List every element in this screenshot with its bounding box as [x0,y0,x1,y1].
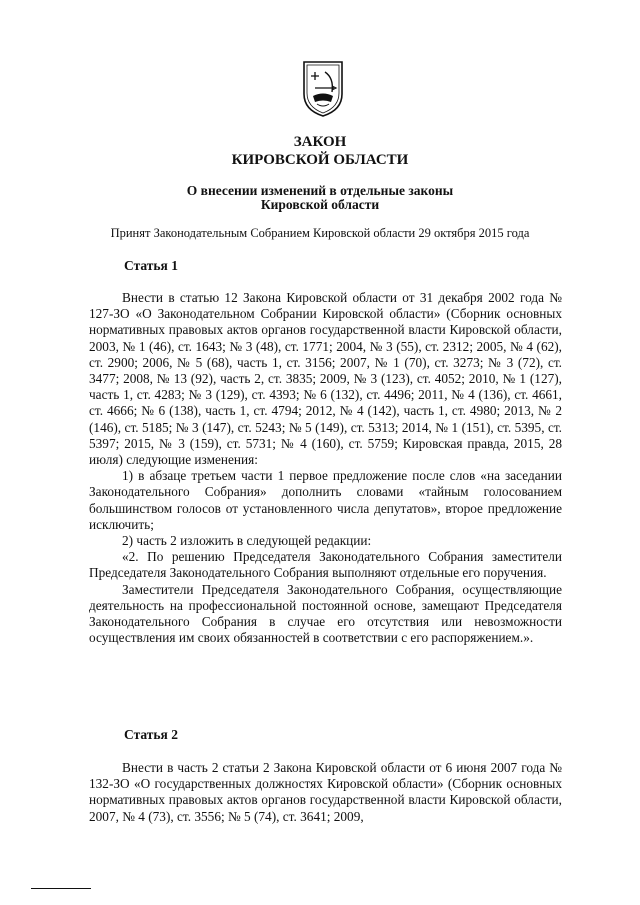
article-1-quote-2: Заместители Председателя Законодательного Собрания, осуществляющие деятельность на профессиональной постоянной основе, замещают Председателя Законодательного Собрания в случае его отсутствия или невозможности осуществления им своих обязанностей в соответствии с его распоряжением.». [89,581,562,646]
subtitle-line-1: О внесении изменений в отдельные законы [186,183,454,198]
article-1-intro: Внести в статью 12 Закона Кировской области от 31 декабря 2002 года № 127-ЗО «О Законодательном Собрании Кировской области» (Сборник основных нормативных правовых актов органов государственной власти Кировской области, 2003, № 1 (46), ст. 1643; № 3 (48), ст. 1771; 2004, № 3 (55), ст. 2312; 2005, № 4 (62), ст. 2900; 2006, № 5 (68), часть 1, ст. 3156; 2007, № 1 (70), ст. 3273; № 3 (72), ст. 3477; 2008, № 13 (92), часть 2, ст. 3835; 2009, № 3 (123), ст. 4052; 2010, № 1 (127), часть 1, ст. 4283; № 3 (129), ст. 4393; № 6 (132), ст. 4496; 2011, № 4 (136), ст. 4661, ст. 4666; № 6 (138), часть 1, ст. 4794; 2012, № 4 (142), часть 1, ст. 4980; 2013, № 2 (146), ст. 5185; № 3 (147), ст. 5243; № 5 (149), ст. 5313; 2014, № 1 (151), ст. 5395, ст. 5397; 2015, № 3 (159), ст. 5731; № 4 (160), ст. 5759; Кировская правда, 2015, 28 июля) следующие изменения: [89,290,562,468]
article-1-heading: Статья 1 [124,258,178,273]
region-title: КИРОВСКОЙ ОБЛАСТИ [231,152,409,168]
article-1-quote-1: «2. По решению Председателя Законодательного Собрания заместители Председателя Законодательного Собрания выполняют отдельные его поручения. [89,549,562,581]
subtitle-line-2: Кировской области [260,197,380,212]
article-2-intro: Внести в часть 2 статьи 2 Закона Кировской области от 6 июня 2007 года № 132-ЗО «О государственных должностях Кировской области» (Сборник основных нормативных правовых актов органов государственной власти Кировской области, 2007, № 4 (73), ст. 3556; № 5 (74), ст. 3641; 2009, [89,760,562,824]
article-2-heading: Статья 2 [124,727,178,742]
footnote-divider [31,888,91,889]
article-1-item-1: 1) в абзаце третьем части 1 первое предложение после слов «на заседании Законодательного Собрания» дополнить словами «тайным голосованием большинством голосов от установленного числа депутатов», второе предложение исключить; [89,468,562,532]
law-label: ЗАКОН [293,134,347,150]
article-1-body [89,290,562,646]
article-2-body [89,760,562,825]
coat-of-arms-icon [301,58,345,118]
article-1-item-2: 2) часть 2 изложить в следующей редакции: [122,533,372,549]
accepted-date: Принят Законодательным Собранием Кировской области 29 октября 2015 года [110,226,530,240]
